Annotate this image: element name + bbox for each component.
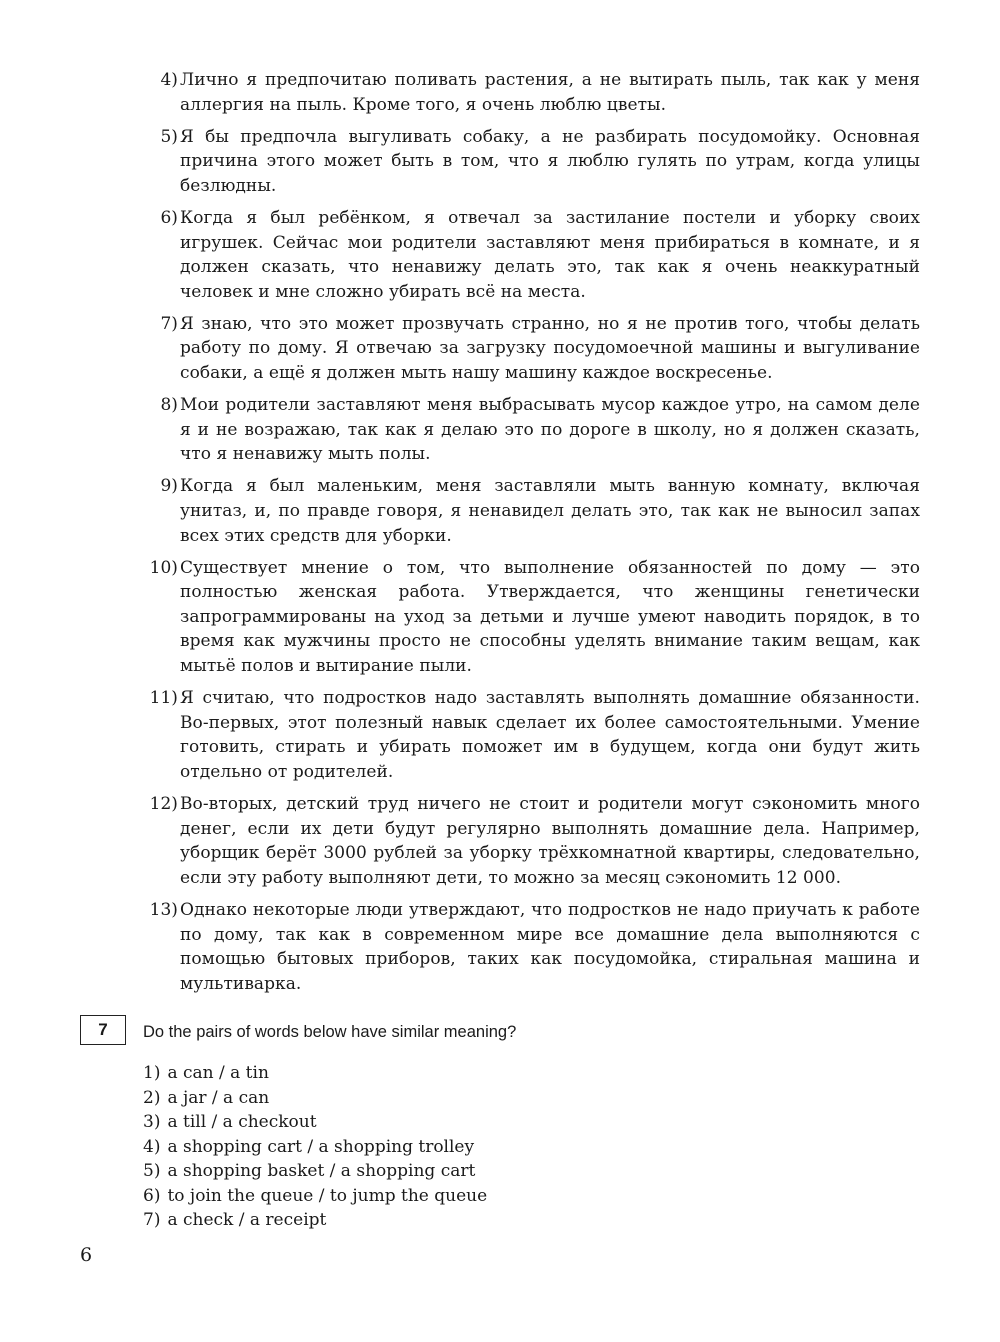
statement-item	[138, 125, 920, 199]
statement-item	[138, 556, 920, 679]
word-pair-text: a till / a checkout	[167, 1112, 317, 1132]
word-pair-text: a shopping cart / a shopping trolley	[167, 1136, 475, 1157]
statement-text: Я знаю, что это может прозвучать странно, но я не против того, чтобы делать работу по дому. Я отвечаю за загрузку посудомоечной машины и выгуливание собаки, а ещё я должен мыть нашу машину каждое воскресенье.	[180, 313, 920, 384]
statement-number: 8)	[160, 395, 178, 416]
statements-list	[138, 68, 920, 1004]
statement-text: Во-вторых, детский труд ничего не стоит и родители могут сэкономить много денег, если их дети будут регулярно выполнять домашние дела. Например, уборщик берёт 3000 рублей за уборку трёхкомнатной квартиры, следовательно, если эту работу выполняют дети, то можно за месяц сэкономить 12 000.	[180, 794, 920, 888]
word-pair-text: a can / a tin	[167, 1063, 269, 1083]
statement-text: Когда я был маленьким, меня заставляли мыть ванную комнату, включая унитаз, и, по правде говоря, я ненавидел делать это, так как не выносил запах всех этих средств для уборки.	[180, 476, 920, 546]
word-pair-item	[143, 1208, 487, 1233]
task-question: Do the pairs of words below have similar meaning?	[143, 1023, 517, 1041]
statement-item	[138, 68, 920, 117]
word-pair-number: 1)	[143, 1063, 161, 1083]
word-pair-number: 4)	[143, 1136, 161, 1157]
word-pair-number: 2)	[143, 1087, 161, 1108]
word-pair-number: 6)	[143, 1185, 161, 1206]
statement-item	[138, 686, 920, 784]
word-pair-number: 7)	[143, 1210, 161, 1230]
statement-text: Однако некоторые люди утверждают, что подростков не надо приучать к работе по дому, так как в современном мире все домашние дела выполняются с помощью бытовых приборов, таких как посудомойка, стиральная машина и мультиварка.	[180, 899, 920, 994]
statement-text: Я бы предпочла выгуливать собаку, а не разбирать посудомойку. Основная причина этого может быть в том, что я люблю гулять по утрам, когда улицы безлюдны.	[180, 126, 920, 196]
word-pair-item	[143, 1135, 487, 1160]
statement-text: Мои родители заставляют меня выбрасывать мусор каждое утро, на самом деле я и не возражаю, так как я делаю это по дороге в школу, но я должен сказать, что я ненавижу мыть полы.	[180, 395, 920, 465]
statement-number: 9)	[160, 476, 178, 497]
word-pair-text: a jar / a can	[167, 1087, 270, 1108]
word-pair-text: to join the queue / to jump the queue	[167, 1185, 488, 1206]
word-pair-item	[143, 1184, 487, 1209]
statement-number: 6)	[160, 207, 178, 228]
statement-item	[138, 312, 920, 386]
statement-number: 7)	[160, 313, 178, 334]
statement-item	[138, 206, 920, 304]
statement-number: 10)	[149, 557, 178, 578]
word-pair-number: 5)	[143, 1161, 161, 1181]
statement-item	[138, 792, 920, 890]
statement-item	[138, 393, 920, 467]
word-pair-item	[143, 1110, 487, 1135]
statement-text: Когда я был ребёнком, я отвечал за застилание постели и уборку своих игрушек. Сейчас мои родители заставляют меня прибираться в комнате, и я должен сказать, что ненавижу делать это, так как я очень неаккуратный человек и мне сложно убирать всё на места.	[180, 207, 920, 302]
task-number-box: 7	[80, 1015, 126, 1045]
statement-number: 13)	[149, 899, 178, 920]
word-pair-text: a check / a receipt	[167, 1210, 327, 1230]
word-pairs-list	[143, 1061, 487, 1233]
statement-number: 11)	[149, 688, 178, 709]
statement-number: 5)	[160, 126, 178, 147]
word-pair-item	[143, 1086, 487, 1111]
word-pair-number: 3)	[143, 1112, 161, 1132]
word-pair-item	[143, 1061, 487, 1086]
word-pair-item	[143, 1159, 487, 1184]
statement-text: Я считаю, что подростков надо заставлять выполнять домашние обязанности. Во-первых, этот полезный навык сделает их более самостоятельными. Умение готовить, стирать и убирать поможет им в будущем, когда они будут жить отдельно от родителей.	[180, 688, 920, 782]
statement-number: 12)	[149, 794, 178, 815]
statement-item	[138, 474, 920, 548]
statement-item	[138, 898, 920, 996]
statement-number: 4)	[160, 70, 178, 90]
word-pair-text: a shopping basket / a shopping cart	[167, 1161, 476, 1181]
page-number: 6	[80, 1244, 93, 1266]
statement-text: Лично я предпочитаю поливать растения, а не вытирать пыль, так как у меня аллергия на пыль. Кроме того, я очень люблю цветы.	[180, 70, 920, 115]
statement-text: Существует мнение о том, что выполнение обязанностей по дому — это полностью женская работа. Утверждается, что женщины генетически запрограммированы на уход за детьми и лучше умеют наводить порядок, в то время как мужчины просто не способны уделять внимание таким вещам, как мытьё полов и вытирание пыли.	[180, 557, 920, 677]
